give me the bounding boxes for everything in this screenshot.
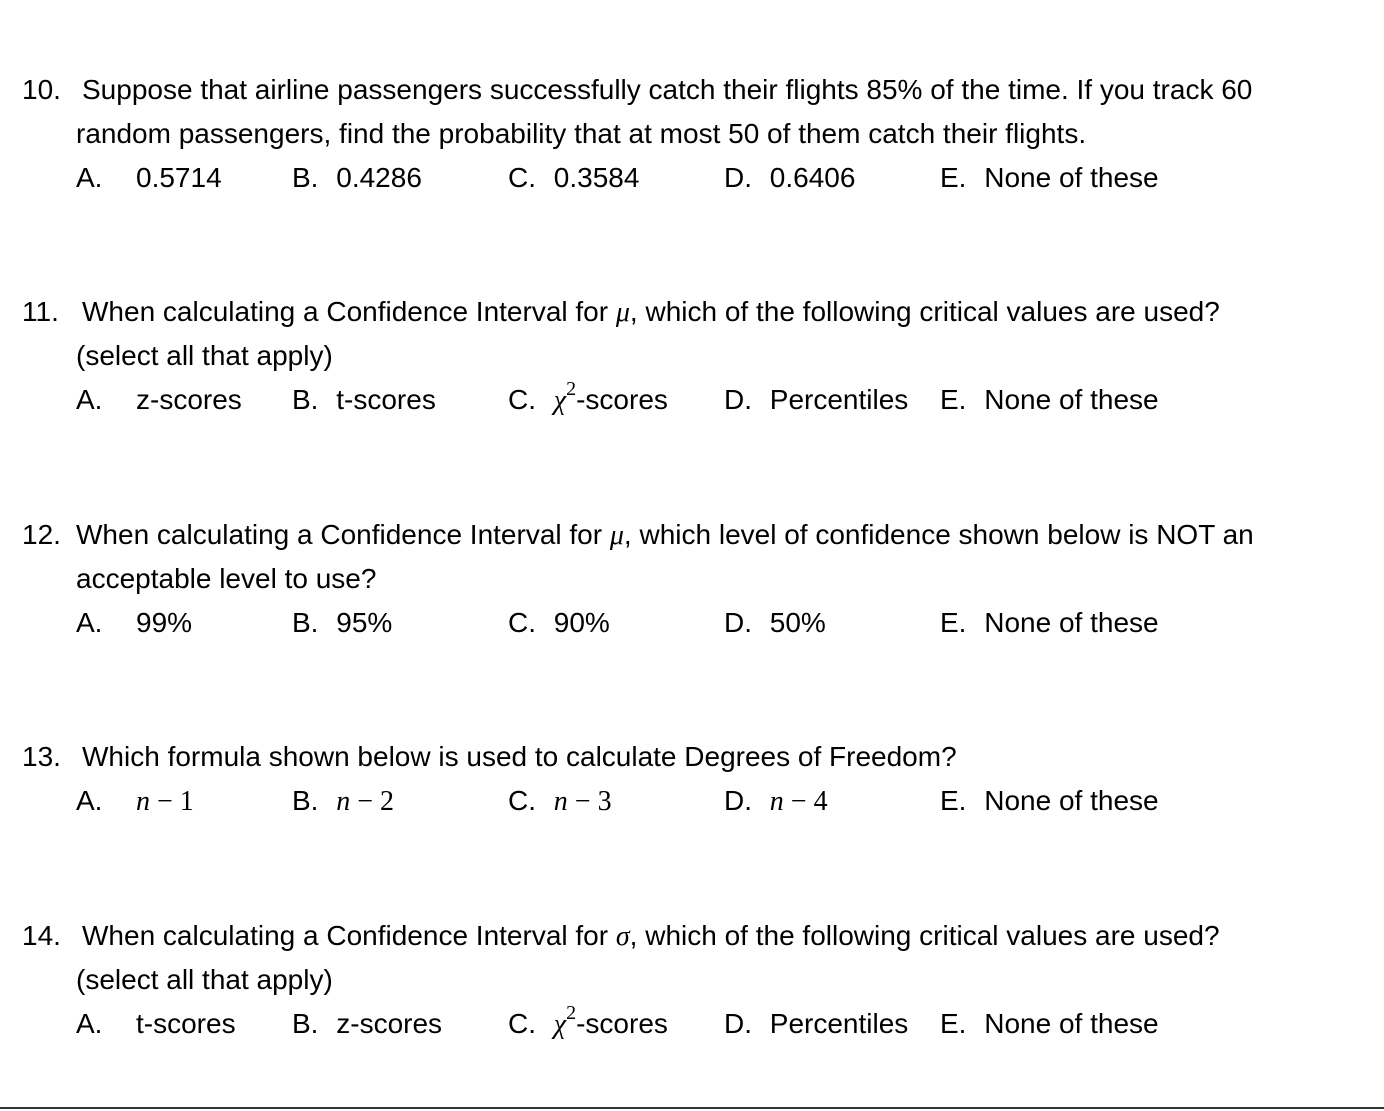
choice-b[interactable] (292, 779, 394, 824)
choice-formula (136, 779, 194, 824)
choice-letter: A. (76, 607, 103, 638)
question-number: 11. (22, 296, 59, 327)
formula-operator: − 3 (567, 786, 612, 817)
mu-symbol: μ (615, 297, 630, 328)
question-10 (0, 68, 1384, 200)
choice-value: 0.4286 (336, 162, 422, 193)
choice-letter: A. (76, 162, 103, 193)
question-text-line-1 (76, 513, 1254, 558)
choice-letter: C. (508, 162, 536, 193)
choice-letter: B. (292, 607, 319, 638)
choice-e[interactable] (940, 1002, 1159, 1046)
choice-c[interactable] (508, 1002, 668, 1047)
choice-value: t-scores (336, 384, 436, 415)
question-text-suffix: , which level of confidence shown below is NOT an (623, 519, 1254, 550)
choice-d[interactable] (724, 156, 855, 200)
choice-b[interactable] (292, 378, 436, 422)
choice-d[interactable] (724, 779, 828, 824)
choice-value: 0.5714 (136, 162, 222, 193)
choice-a[interactable] (76, 156, 222, 200)
choice-value: None of these (984, 1008, 1159, 1039)
choice-value: z-scores (136, 384, 242, 415)
chi-symbol: χ (553, 385, 567, 416)
choice-d[interactable] (724, 1002, 908, 1046)
choice-c[interactable] (508, 601, 610, 645)
choice-value: 90% (553, 607, 610, 638)
question-text-prefix: When calculating a Confidence Interval for (82, 920, 609, 951)
choice-value: -scores (576, 384, 668, 415)
choice-value: None of these (984, 162, 1159, 193)
choice-letter: C. (508, 1008, 536, 1039)
choice-a[interactable] (76, 601, 193, 645)
variable-n: n (336, 786, 351, 817)
question-number: 10. (22, 74, 61, 105)
choice-value: 0.6406 (769, 162, 856, 193)
bottom-divider (0, 1107, 1384, 1109)
answer-choices (0, 779, 1384, 823)
answer-choices (0, 378, 1384, 422)
choice-letter: D. (724, 607, 752, 638)
choice-value: Percentiles (769, 384, 909, 415)
choice-letter: A. (76, 384, 103, 415)
choice-value: None of these (984, 384, 1159, 415)
choice-letter: B. (292, 384, 319, 415)
question-text-line-1 (82, 914, 1220, 959)
choice-value: z-scores (336, 1008, 443, 1039)
choice-e[interactable] (940, 779, 1159, 823)
question-text-line-2: acceptable level to use? (76, 563, 377, 594)
question-text-line-2: (select all that apply) (76, 340, 333, 371)
choice-letter: E. (940, 785, 967, 816)
answer-choices (0, 1002, 1384, 1046)
question-12 (0, 513, 1384, 645)
variable-n: n (136, 786, 150, 817)
variable-n: n (769, 786, 784, 817)
exponent: 2 (566, 377, 577, 400)
choice-letter: B. (292, 785, 319, 816)
question-number: 12. (22, 519, 61, 550)
question-text-suffix: , which of the following critical values are used? (629, 296, 1220, 327)
choice-a[interactable] (76, 378, 242, 422)
choice-letter: E. (940, 1008, 967, 1039)
formula-operator: − 2 (350, 786, 395, 817)
choice-value: None of these (984, 607, 1159, 638)
question-text-prefix: When calculating a Confidence Interval for (82, 296, 609, 327)
choice-e[interactable] (940, 378, 1159, 422)
choice-letter: A. (76, 785, 103, 816)
choice-value: 0.3584 (553, 162, 640, 193)
choice-letter: E. (940, 162, 967, 193)
formula-operator: − 4 (783, 786, 828, 817)
choice-value: -scores (576, 1008, 668, 1039)
choice-c[interactable] (508, 779, 612, 824)
question-number: 13. (22, 741, 61, 772)
answer-choices (0, 156, 1384, 200)
formula-operator: − 1 (150, 786, 194, 817)
question-text-line-1: Which formula shown below is used to calculate Degrees of Freedom? (82, 741, 957, 772)
choice-value: Percentiles (769, 1008, 909, 1039)
choice-d[interactable] (724, 601, 826, 645)
choice-b[interactable] (292, 1002, 442, 1046)
question-text-line-1 (82, 290, 1220, 335)
choice-letter: E. (940, 607, 967, 638)
mu-symbol: μ (609, 520, 624, 551)
choice-value: 50% (769, 607, 826, 638)
question-14 (0, 914, 1384, 1046)
choice-a[interactable] (76, 779, 194, 823)
question-number: 14. (22, 920, 61, 951)
choice-letter: A. (76, 1008, 103, 1039)
choice-e[interactable] (940, 156, 1159, 200)
answer-choices (0, 601, 1384, 645)
choice-value: 95% (336, 607, 393, 638)
question-text-prefix: When calculating a Confidence Interval for (76, 519, 603, 550)
choice-d[interactable] (724, 378, 908, 422)
choice-letter: D. (724, 162, 752, 193)
choice-letter: B. (292, 1008, 319, 1039)
choice-b[interactable] (292, 601, 392, 645)
choice-letter: C. (508, 607, 536, 638)
choice-e[interactable] (940, 601, 1159, 645)
choice-letter: D. (724, 384, 752, 415)
question-text-suffix: , which of the following critical values are used? (629, 920, 1220, 951)
question-13 (0, 735, 1384, 823)
exponent: 2 (566, 1001, 577, 1024)
choice-value: None of these (984, 785, 1159, 816)
question-11 (0, 290, 1384, 422)
choice-b[interactable] (292, 156, 422, 200)
sigma-symbol: σ (615, 921, 630, 952)
choice-c[interactable] (508, 378, 668, 423)
choice-letter: C. (508, 785, 536, 816)
choice-letter: D. (724, 785, 752, 816)
question-text-line-1: Suppose that airline passengers successfully catch their flights 85% of the time. If you track 60 (82, 74, 1253, 105)
variable-n: n (553, 786, 568, 817)
choice-letter: C. (508, 384, 536, 415)
choice-letter: B. (292, 162, 319, 193)
choice-letter: D. (724, 1008, 752, 1039)
choice-value: t-scores (136, 1008, 236, 1039)
question-text-line-2: (select all that apply) (76, 964, 333, 995)
chi-symbol: χ (553, 1009, 567, 1040)
choice-value: 99% (136, 607, 193, 638)
question-text-line-2: random passengers, find the probability that at most 50 of them catch their flights. (76, 118, 1087, 149)
choice-a[interactable] (76, 1002, 236, 1046)
choice-c[interactable] (508, 156, 639, 200)
choice-letter: E. (940, 384, 967, 415)
